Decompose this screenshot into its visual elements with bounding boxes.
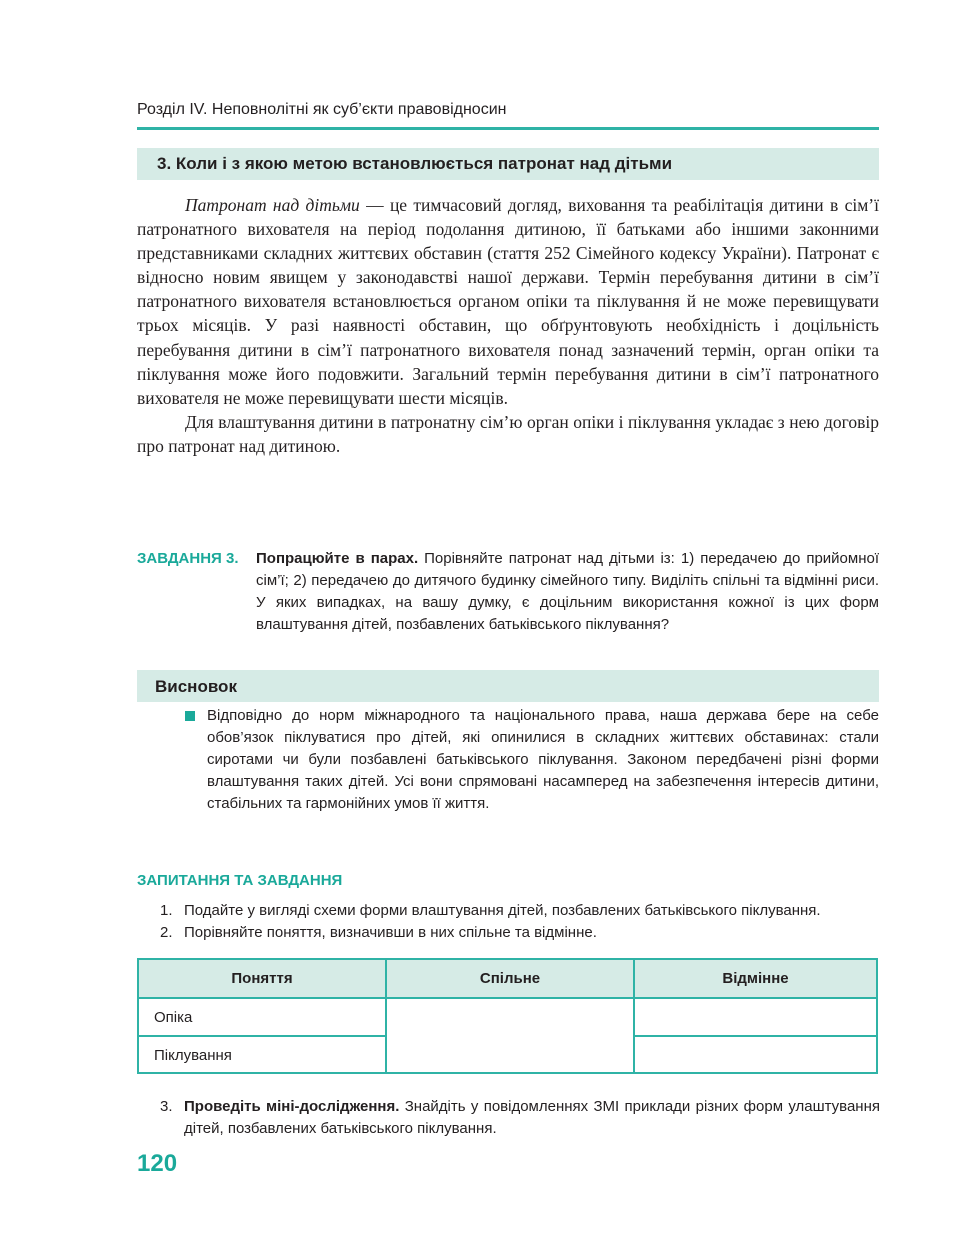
running-head: Розділ IV. Неповнолітні як суб’єкти правовідносин xyxy=(137,101,507,118)
conclusion-text: Відповідно до норм міжнародного та національного права, наша держава бере на себе обов’язок піклуватися про дітей, які опинилися в складних життєвих обставинах: стали сиротами чи були позбавлені батьківського піклування. Законом передбачені різні форми влаштування таких дітей. Усі вони спрямовані насамперед на забезпечення інтересів дитини, стабільних та гармонійних умов її життя. xyxy=(207,707,879,812)
table-divider xyxy=(385,960,387,1072)
main-text xyxy=(137,193,879,458)
conclusion-bar xyxy=(137,670,879,702)
question-item xyxy=(160,922,880,944)
table-divider xyxy=(633,960,635,1072)
header-rule xyxy=(137,127,879,130)
task-text xyxy=(256,548,879,636)
question-text: Порівняйте поняття, визначивши в них спільне та відмінне. xyxy=(184,924,597,941)
task-body: Порівняйте патронат над дітьми із: 1) передачею до прийомної сім’ї; 2) передачею до дитячого будинку сімейного типу. Виділіть спільні та відмінні риси. У яких випадках, на вашу думку, є доцільним використання кожної із цих форм влаштування дітей, позбавлених батьківського піклування? xyxy=(256,550,879,633)
questions-list xyxy=(160,900,880,944)
question-number: 3. xyxy=(160,1098,173,1115)
question-3-bold: Проведіть міні-дослідження. xyxy=(184,1098,400,1115)
question-text xyxy=(184,1096,880,1140)
task-3 xyxy=(137,548,879,636)
task-bold: Попрацюйте в парах. xyxy=(256,550,419,567)
paragraph-2: Для влаштування дитини в патронатну сім’ю орган опіки і піклування укладає з нею договір про патронат над дитиною. xyxy=(137,411,879,456)
table-cell-guardianship: Опіка xyxy=(154,1009,193,1026)
paragraph-1 xyxy=(137,193,879,410)
questions-heading: ЗАПИТАННЯ ТА ЗАВДАННЯ xyxy=(137,872,343,889)
question-item-3 xyxy=(160,1096,880,1140)
conclusion-item xyxy=(185,705,879,815)
question-3-body: Знайдіть у повідомленнях ЗМІ приклади різних форм улаштування дітей, позбавлених батьківського піклування. xyxy=(184,1098,880,1137)
section-heading-bar xyxy=(137,148,879,180)
question-text: Подайте у вигляді схеми форми влаштування дітей, позбавлених батьківського піклування. xyxy=(184,902,821,919)
header-different: Відмінне xyxy=(722,970,789,987)
page-number: 120 xyxy=(137,1150,178,1177)
header-concept: Поняття xyxy=(231,970,293,987)
question-item xyxy=(160,900,880,922)
question-number: 2. xyxy=(160,924,173,941)
header-common: Спільне xyxy=(479,970,541,987)
section-title: 3. Коли і з якою метою встановлюється патронат над дітьми xyxy=(157,154,673,173)
paragraph-1-text: — це тимчасовий догляд, виховання та реабілітація дитини в сім’ї патронатного вихователя на період подолання дитиною, її батьками або іншими законними представниками складних життєвих обставин (стаття 252 Сімейного кодексу України). Патронат є відносно новим явищем у законодавстві нашої держави. Термін перебування дитини в сім’ї патронатного вихователя встановлюється органом опіки та піклування й не може перевищувати трьох місяців. У разі наявності обставин, що обґрунтовують необхідність і доцільність перебування дитини в сім’ї патронатного вихователя понад зазначений термін, орган опіки та піклування може його подовжити. Загальний термін перебування дитини в сім’ї патронатного вихователя не може перевищувати шести місяців. xyxy=(137,195,879,408)
table-cell-custody: Піклування xyxy=(154,1047,232,1064)
square-bullet-icon xyxy=(185,711,195,721)
conclusion-title: Висновок xyxy=(155,677,237,696)
question-number: 1. xyxy=(160,902,173,919)
comparison-table xyxy=(137,958,878,1074)
term-patronage: Патронат над дітьми xyxy=(185,195,360,215)
task-label: ЗАВДАННЯ 3. xyxy=(137,550,239,567)
table-divider xyxy=(633,1035,876,1037)
